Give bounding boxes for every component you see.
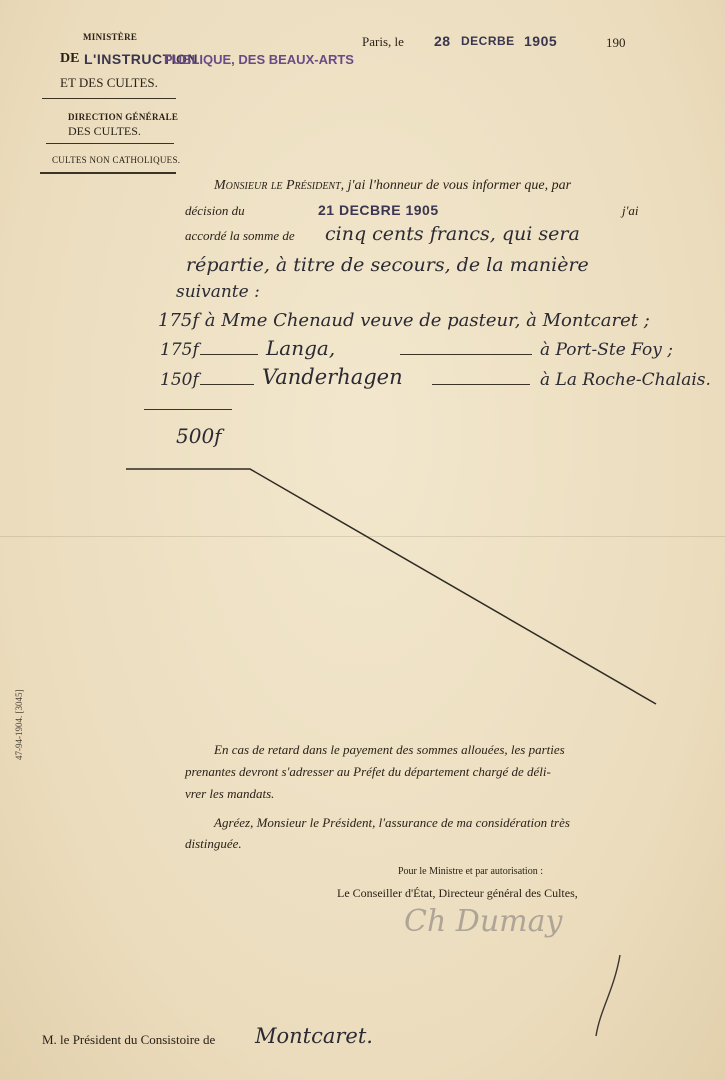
entry-vanderhagen-place: à La Roche-Chalais. [540,370,711,390]
distribution-line: répartie, à titre de secours, de la manière [186,254,589,276]
jai-label: j'ai [622,203,639,218]
date-month: DECRBE [461,34,515,48]
margin-note: 47-94-1904. [3045] [14,689,24,760]
printed-year: 190 [606,35,626,50]
instruction-label: L'INSTRUCTION [84,51,199,67]
date-day: 28 [434,33,451,49]
ministere-label: MINISTÈRE [83,32,138,42]
entry-langa-amount: 175f [160,340,199,360]
decision-date: 21 DECBRE 1905 [318,202,439,218]
salutation: Monsieur le Président [214,178,341,193]
accorde-label: accordé la somme de [185,228,295,243]
direction-label: DIRECTION GÉNÉRALE [68,112,179,122]
paris-label: Paris, le [362,34,404,49]
entry-langa-place: à Port-Ste Foy ; [540,340,674,360]
suivante-line: suivante : [176,282,260,302]
de-label: DE [60,51,80,66]
addressee-label: M. le Président du Consistoire de [42,1032,216,1047]
signature: Ch Dumay [404,904,563,939]
signature-flourish [590,950,630,1040]
instruction-stamp: PUBLIQUE, DES BEAUX-ARTS [164,52,354,67]
pour-le-ministre: Pour le Ministre et par autorisation : [398,866,543,877]
intro-text: , j'ai l'honneur de vous informer que, par [340,178,572,193]
agreez-line-1: Agréez, Monsieur le Président, l'assurance de ma considération très [214,815,570,830]
addressee-place: Montcaret. [255,1024,373,1048]
agreez-line-2: distinguée. [185,836,242,851]
des-cultes-label: DES CULTES. [68,124,141,138]
non-catholiques-label: CULTES NON CATHOLIQUES. [52,155,181,165]
date-year: 1905 [524,33,558,49]
entry-vanderhagen-amount: 150f [160,370,199,390]
total-amount: 500f [176,424,222,448]
entry-chenaud: 175f à Mme Chenaud veuve de pasteur, à Montcaret ; [158,310,650,331]
entry-vanderhagen-name: Vanderhagen [262,365,403,389]
retard-line-1: En cas de retard dans le payement des sommes allouées, les parties [214,742,565,757]
amount-words: cinq cents francs, qui sera [325,223,580,245]
entry-langa-name: Langa, [266,336,336,360]
cultes-label: ET DES CULTES. [60,75,158,90]
retard-line-2: prenantes devront s'adresser au Préfet du département chargé de déli- [185,764,551,779]
retard-line-3: vrer les mandats. [185,786,275,801]
conseiller-label: Le Conseiller d'État, Directeur général des Cultes, [337,886,578,900]
decision-label: décision du [185,203,245,218]
